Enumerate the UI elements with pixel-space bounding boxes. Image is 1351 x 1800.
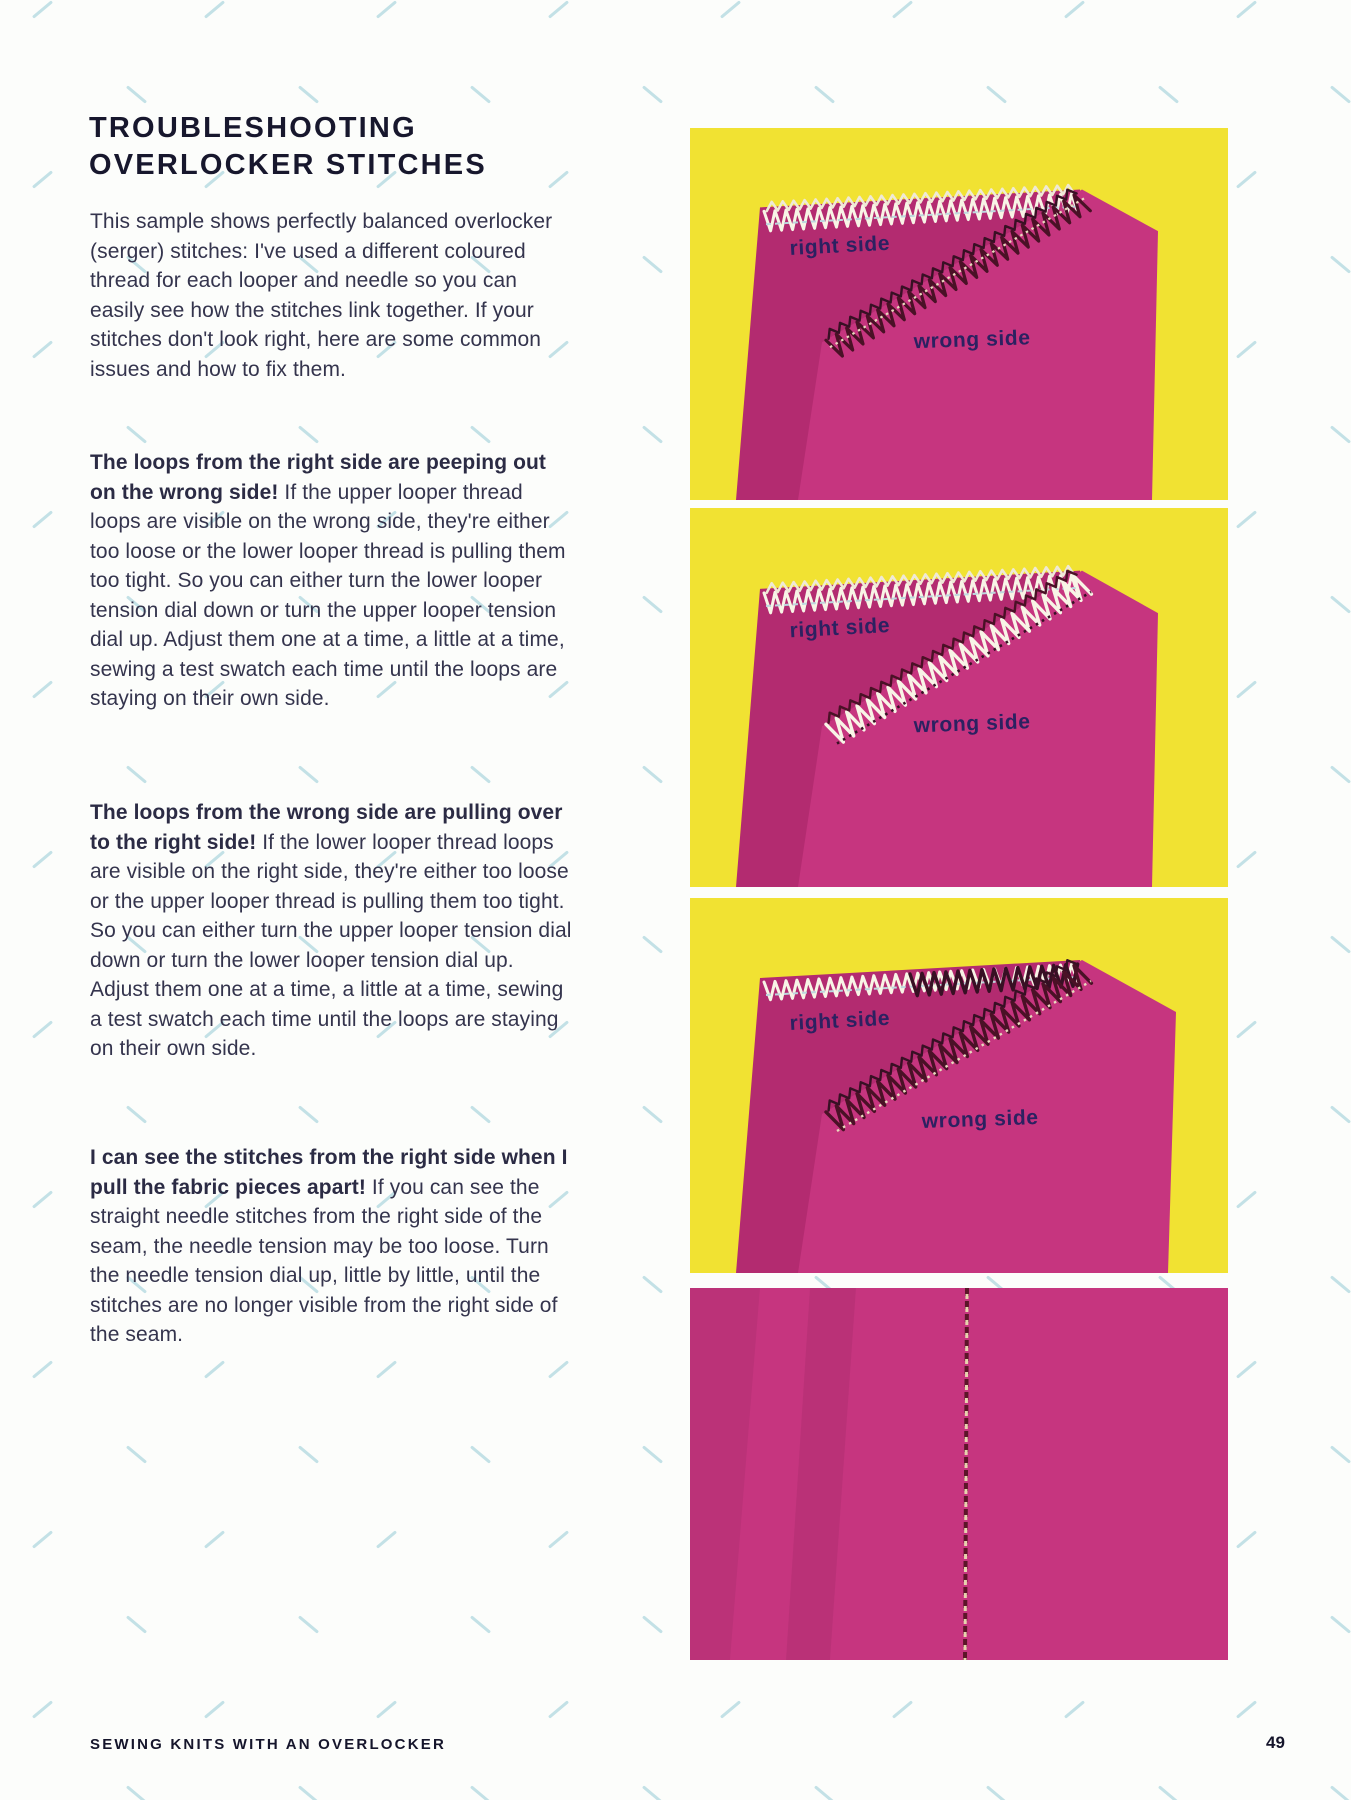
issue-paragraph-loops-pulling bbox=[90, 798, 576, 1064]
page-title bbox=[89, 110, 487, 184]
page-title-line1: TROUBLESHOOTING bbox=[89, 112, 417, 144]
right-side-label: right side bbox=[789, 613, 891, 643]
page-title-line2: OVERLOCKER STITCHES bbox=[89, 149, 487, 181]
photo-loops-peeping-art bbox=[690, 508, 1228, 887]
photo-needle-stitch-seam bbox=[690, 1288, 1228, 1660]
seam-stitch-line bbox=[965, 1288, 967, 1660]
issue-paragraph-needle-stitches bbox=[90, 1143, 576, 1350]
issue-lead: The loops from the wrong side are pulling over to the right side! bbox=[90, 801, 563, 854]
issue-body: If the lower looper thread loops are visible on the right side, they're either too loose or the upper looper thread is pulling them too tight. So you can either turn the upper looper tension dial down or turn the lower looper tension dial up. Adjust them one at a time, a little at a time, sewing a test swatch each time until the loops are staying on their own side. bbox=[90, 830, 572, 1060]
photo-loops-pulling-right-side bbox=[690, 898, 1228, 1273]
wrong-side-label: wrong side bbox=[921, 1105, 1039, 1133]
footer-book-title: SEWING KNITS WITH AN OVERLOCKER bbox=[90, 1736, 446, 1753]
intro-paragraph: This sample shows perfectly balanced overlocker (serger) stitches: I've used a different coloured thread for each looper and needle so you can easily see how the stitches link together. If your stitches don't look right, here are some common issues and how to fix them. bbox=[90, 210, 553, 381]
wrong-side-label: wrong side bbox=[913, 710, 1031, 738]
page-number: 49 bbox=[1266, 1733, 1285, 1752]
right-side-label: right side bbox=[789, 1006, 891, 1035]
issue-body: If you can see the straight needle stitches from the right side of the seam, the needle tension may be too loose. Turn the needle tension dial up, little by little, until the stitches are no longer visible from the right side of the seam. bbox=[90, 1175, 558, 1346]
right-side-label: right side bbox=[789, 231, 891, 260]
wrong-side-label: wrong side bbox=[913, 326, 1031, 354]
photo-loops-peeping-wrong-side bbox=[690, 508, 1228, 887]
issue-body: If the upper looper thread loops are visible on the wrong side, they're either too loose or the lower looper thread is pulling them too tight. So you can either turn the lower looper tension dial down or turn the upper looper tension dial up. Adjust them one at a time, a little at a time, sewing a test swatch each time until the loops are staying on their own side. bbox=[90, 480, 566, 710]
issue-lead: The loops from the right side are peeping out on the wrong side! bbox=[90, 451, 547, 504]
fabric-full bbox=[690, 1288, 1228, 1660]
photo-loops-pulling-art bbox=[690, 898, 1228, 1273]
photo-needle-stitch-seam-art bbox=[690, 1288, 1228, 1660]
issue-paragraph-loops-peeping bbox=[90, 448, 576, 714]
photo-balanced-stitches-art bbox=[690, 128, 1228, 500]
issue-lead: I can see the stitches from the right side when I pull the fabric pieces apart! bbox=[90, 1146, 568, 1199]
photo-balanced-stitches bbox=[690, 128, 1228, 500]
